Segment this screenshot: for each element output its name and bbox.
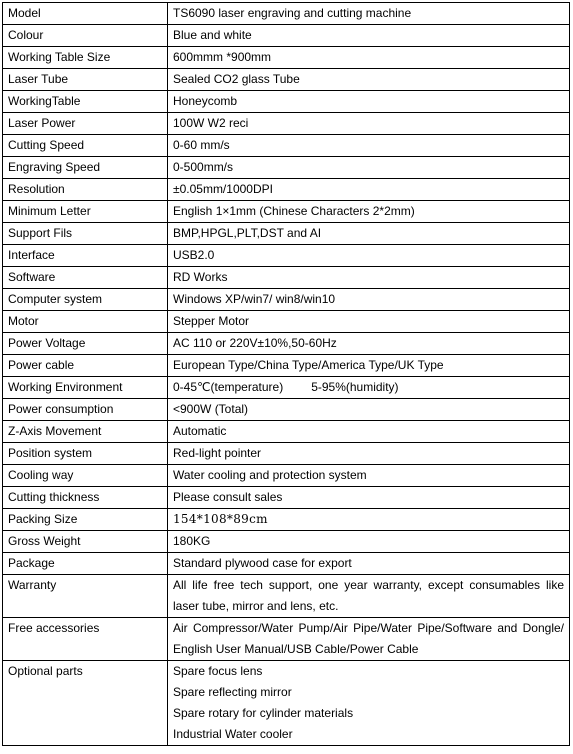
- temperature-range: 0-45℃(temperature): [173, 380, 284, 394]
- spec-label: Position system: [3, 443, 168, 465]
- spec-value: 100W W2 reci: [168, 113, 570, 135]
- spec-value: Automatic: [168, 421, 570, 443]
- table-row: [3, 113, 570, 135]
- spec-label: Cutting Speed: [3, 135, 168, 157]
- table-row: [3, 69, 570, 91]
- spec-sheet: [2, 2, 569, 746]
- table-row: [3, 47, 570, 69]
- optional-part-item: Spare focus lens: [173, 664, 263, 678]
- table-row: [3, 157, 570, 179]
- table-row: [3, 223, 570, 245]
- spec-value: Air Compressor/Water Pump/Air Pipe/Water Pipe/Software and Dongle/ English User Manual/USB Cable/Power Cable: [168, 618, 570, 661]
- spec-value: Windows XP/win7/ win8/win10: [168, 289, 570, 311]
- table-row: [3, 509, 570, 531]
- spec-label: Minimum Letter: [3, 201, 168, 223]
- spec-label: Working Environment: [3, 377, 168, 399]
- spec-value: All life free tech support, one year warranty, except consumables like laser tube, mirror and lens, etc.: [168, 575, 570, 618]
- spec-value: BMP,HPGL,PLT,DST and AI: [168, 223, 570, 245]
- table-row: [3, 531, 570, 553]
- table-row: [3, 618, 570, 661]
- spec-label: WorkingTable: [3, 91, 168, 113]
- humidity-range: 5-95%(humidity): [311, 380, 399, 394]
- spec-value: Blue and white: [168, 25, 570, 47]
- spec-label: Power cable: [3, 355, 168, 377]
- spec-label: Computer system: [3, 289, 168, 311]
- table-row: [3, 661, 570, 746]
- spec-value: TS6090 laser engraving and cutting machine: [168, 3, 570, 25]
- spec-value: English 1×1mm (Chinese Characters 2*2mm): [168, 201, 570, 223]
- table-row: [3, 465, 570, 487]
- spec-value: Please consult sales: [168, 487, 570, 509]
- spec-label: Laser Power: [3, 113, 168, 135]
- spec-label: Working Table Size: [3, 47, 168, 69]
- spec-value: Water cooling and protection system: [168, 465, 570, 487]
- table-row: [3, 135, 570, 157]
- spec-label: Model: [3, 3, 168, 25]
- spec-label: Motor: [3, 311, 168, 333]
- spec-value: 180KG: [168, 531, 570, 553]
- spec-value: European Type/China Type/America Type/UK Type: [168, 355, 570, 377]
- spec-value: Standard plywood case for export: [168, 553, 570, 575]
- table-row: [3, 311, 570, 333]
- spec-label: Packing Size: [3, 509, 168, 531]
- spec-table: [2, 2, 570, 746]
- table-row: [3, 201, 570, 223]
- spec-value: AC 110 or 220V±10%,50-60Hz: [168, 333, 570, 355]
- spec-value: 0-500mm/s: [168, 157, 570, 179]
- spec-label: Power Voltage: [3, 333, 168, 355]
- table-row: [3, 377, 570, 399]
- spec-value: 154*108*89cm: [168, 509, 570, 531]
- table-row: [3, 267, 570, 289]
- table-row: [3, 245, 570, 267]
- spec-label: Resolution: [3, 179, 168, 201]
- spec-label: Cooling way: [3, 465, 168, 487]
- table-row: [3, 421, 570, 443]
- table-row: [3, 553, 570, 575]
- spec-label: Colour: [3, 25, 168, 47]
- spec-label: Power consumption: [3, 399, 168, 421]
- spec-value: 0-60 mm/s: [168, 135, 570, 157]
- table-row: [3, 487, 570, 509]
- table-row: [3, 443, 570, 465]
- optional-part-item: Industrial Water cooler: [173, 727, 293, 741]
- spec-label: Interface: [3, 245, 168, 267]
- table-row: [3, 179, 570, 201]
- spec-value: [168, 377, 570, 399]
- table-row: [3, 399, 570, 421]
- spec-label: Warranty: [3, 575, 168, 618]
- spec-value: RD Works: [168, 267, 570, 289]
- spec-label: Z-Axis Movement: [3, 421, 168, 443]
- spec-label: Laser Tube: [3, 69, 168, 91]
- table-row: [3, 25, 570, 47]
- table-row: [3, 355, 570, 377]
- spec-value: Sealed CO2 glass Tube: [168, 69, 570, 91]
- spec-label: Software: [3, 267, 168, 289]
- spec-value: 600mmm *900mm: [168, 47, 570, 69]
- spec-label: Cutting thickness: [3, 487, 168, 509]
- spec-label: Free accessories: [3, 618, 168, 661]
- spec-value: USB2.0: [168, 245, 570, 267]
- spec-value: ±0.05mm/1000DPI: [168, 179, 570, 201]
- table-row: [3, 333, 570, 355]
- table-row: [3, 91, 570, 113]
- spec-value: Honeycomb: [168, 91, 570, 113]
- table-row: [3, 289, 570, 311]
- table-row: [3, 575, 570, 618]
- optional-part-item: Spare rotary for cylinder materials: [173, 706, 354, 720]
- table-row: [3, 3, 570, 25]
- spec-value: Red-light pointer: [168, 443, 570, 465]
- optional-part-item: Spare reflecting mirror: [173, 685, 292, 699]
- spec-label: Support Fils: [3, 223, 168, 245]
- spec-value: Stepper Motor: [168, 311, 570, 333]
- spec-label: Engraving Speed: [3, 157, 168, 179]
- spec-value: [168, 661, 570, 746]
- spec-label: Optional parts: [3, 661, 168, 746]
- spec-label: Gross Weight: [3, 531, 168, 553]
- spec-value: <900W (Total): [168, 399, 570, 421]
- spec-label: Package: [3, 553, 168, 575]
